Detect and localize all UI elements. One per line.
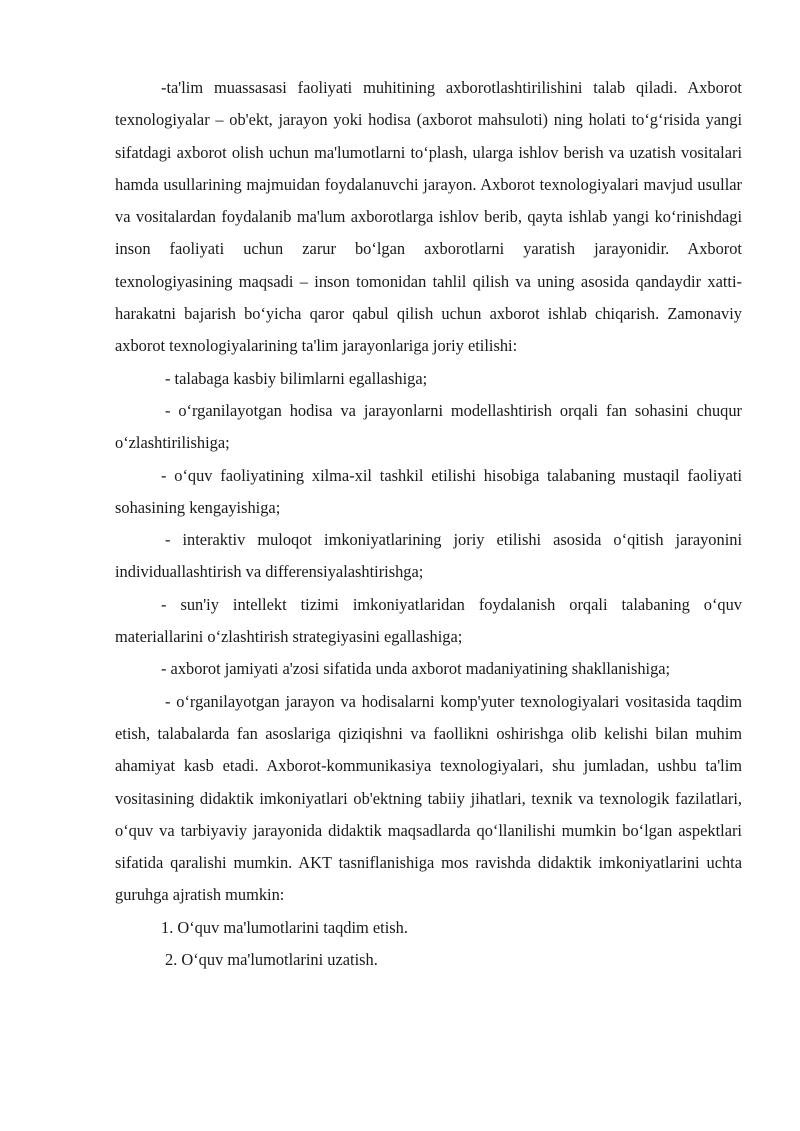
list-item-modeling: - o‘rganilayotgan hodisa va jarayonlarni modellashtirish orqali fan sohasini chuqur o‘zlashtirilishiga; xyxy=(115,400,742,453)
numbered-item-2: 2. O‘quv ma'lumotlarini uzatish. xyxy=(165,950,378,970)
list-item-ai-system: - sun'iy intellekt tizimi imkoniyatlaridan foydalanish orqali talabaning o‘quv materiallarini o‘zlashtirish strategiyasini egallashiga; xyxy=(115,594,742,647)
paragraph-intro: -ta'lim muassasasi faoliyati muhitining axborotlashtirilishini talab qiladi. Axborot texnologiyalar – ob'ekt, jarayon yoki hodisa (axborot mahsuloti) ning holati to‘g‘risida yangi sifatdagi axborot olish uchun ma'lumotlarni to‘plash, ularga ishlov berish va uzatish vositalari hamda usullarining majmuidan foydalanuvchi jarayon. Axborot texnologiyalari mavjud usullar va vositalardan foydalanib ma'lum axborotlarga ishlov berib, qayta ishlab yangi ko‘rinishdagi inson faoliyati uchun zarur bo‘lgan axborotlarni yaratish jarayonidir. Axborot texnologiyasining maqsadi – inson tomonidan tahlil qilish va uning asosida qandaydir xatti-harakatni bajarish bo‘yicha qaror qabul qilish uchun axborot ishlab chiqarish. Zamonaviy axborot texnologiyalarining ta'lim jarayonlariga joriy etilishi: xyxy=(115,78,742,356)
list-item-computer-technologies: - o‘rganilayotgan jarayon va hodisalarni komp'yuter texnologiyalari vositasida taqdim etish, talabalarda fan asoslariga qiziqishni va faollikni oshirishga olib kelishi bilan muhim ahamiyat kasb etadi. Axborot-kommunikasiya texnologiyalari, shu jumladan, ushbu ta'lim vositasining didaktik imkoniyatlari ob'ektning tabiiy jihatlari, texnik va texnologik fazilatlari, o‘quv va tarbiyaviy jarayonida didaktik maqsadlarda qo‘llanilishi mumkin bo‘lgan aspektlari sifatida qaralishi mumkin. AKT tasniflanishiga mos ravishda didaktik imkoniyatlarini uchta guruhga ajratish mumkin: xyxy=(115,691,742,905)
list-item-independent-activity: - o‘quv faoliyatining xilma-xil tashkil etilishi hisobiga talabaning mustaqil faoliyati sohasining kengayishiga; xyxy=(115,465,742,517)
list-item-interactive-dialog: - interaktiv muloqot imkoniyatlarining joriy etilishi asosida o‘qitish jarayonini individuallashtirish va differensiyalashtirishga; xyxy=(115,530,742,582)
numbered-item-1: 1. O‘quv ma'lumotlarini taqdim etish. xyxy=(161,917,408,937)
list-item-professional-knowledge: - talabaga kasbiy bilimlarni egallashiga; xyxy=(165,368,428,388)
list-item-information-culture: - axborot jamiyati a'zosi sifatida unda axborot madaniyatining shakllanishiga; xyxy=(161,659,671,679)
document-body xyxy=(115,72,742,976)
